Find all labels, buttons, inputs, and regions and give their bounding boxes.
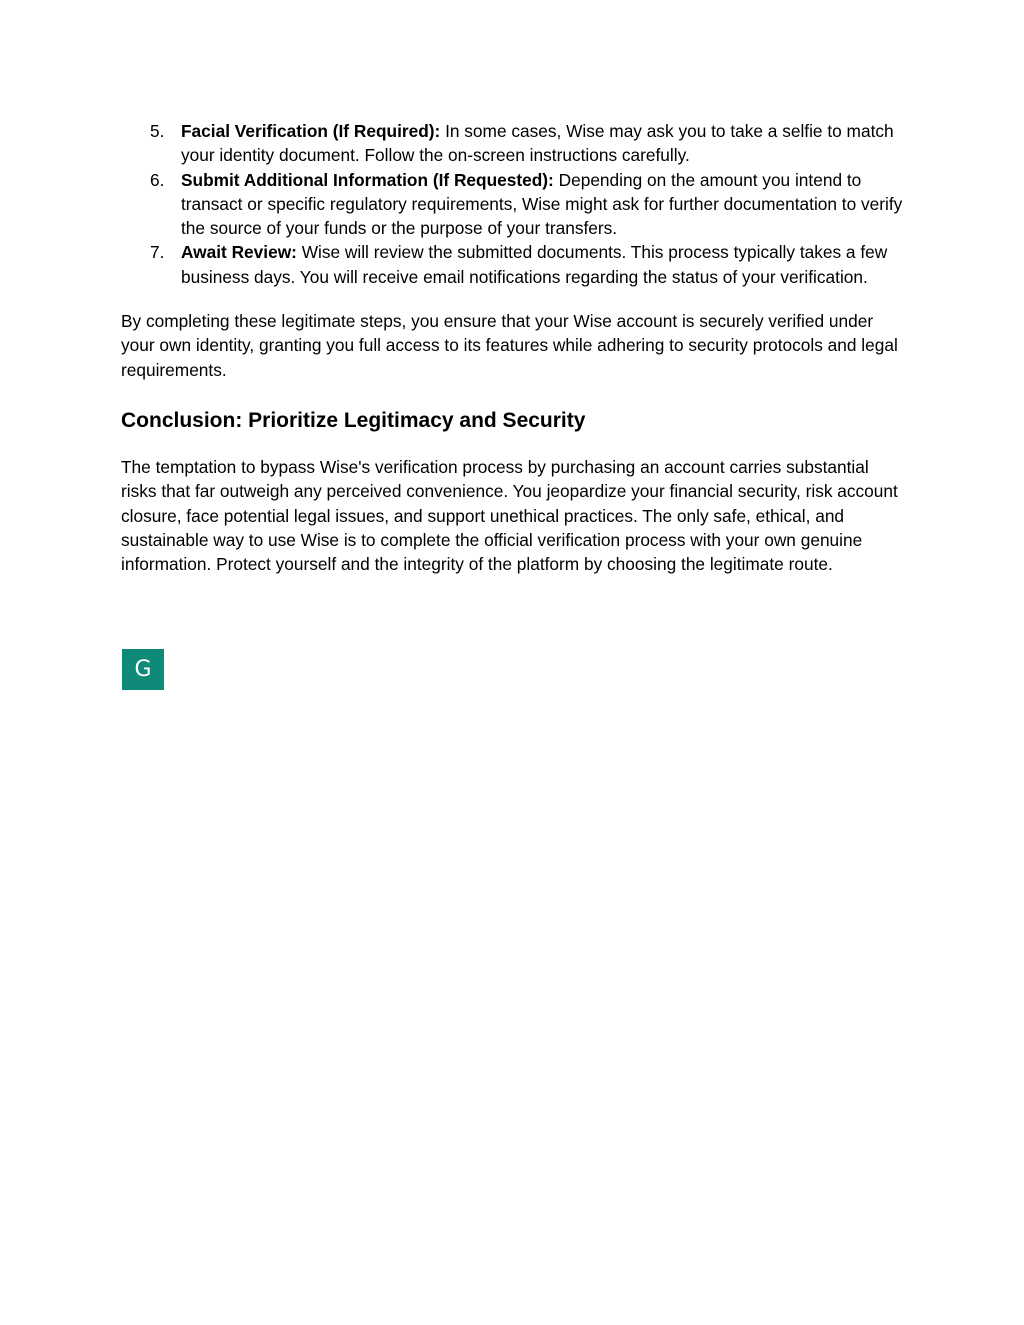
- list-item: [121, 168, 906, 241]
- list-item-text: In some cases, Wise may ask you to take a selfie to match your identity document. Follow the on-screen instructions carefully.: [181, 121, 894, 166]
- list-item: [121, 240, 906, 289]
- document-page: [121, 119, 906, 576]
- list-item-text: Depending on the amount you intend to transact or specific regulatory requirements, Wise might ask for further documentation to verify the source of your funds or the purpose of your transfers.: [181, 169, 903, 239]
- verification-steps-list: [121, 119, 906, 289]
- list-item-title: Submit Additional Information (If Requested):: [181, 169, 554, 190]
- list-item-number: 6.: [150, 169, 165, 190]
- g-logo-letter: G: [134, 657, 152, 682]
- g-logo-badge: [122, 649, 164, 690]
- list-item-title: Facial Verification (If Required):: [181, 121, 441, 141]
- list-item-title: Await Review:: [181, 242, 297, 263]
- section-heading: Conclusion: Prioritize Legitimacy and Security: [121, 408, 586, 432]
- summary-paragraph: By completing these legitimate steps, you ensure that your Wise account is securely verified under your own identity, granting you full access to its features while adhering to security protocols and legal requirements.: [121, 311, 898, 380]
- list-item-text: Wise will review the submitted documents. This process typically takes a few business days. You will receive email notifications regarding the status of your verification.: [181, 242, 888, 287]
- list-item: [121, 119, 906, 168]
- list-item-number: 5.: [150, 121, 165, 141]
- list-item-number: 7.: [150, 242, 165, 263]
- conclusion-paragraph: The temptation to bypass Wise's verification process by purchasing an account carries substantial risks that far outweigh any perceived convenience. You jeopardize your financial security, risk account closure, face potential legal issues, and support unethical practices. The only safe, ethical, and sustainable way to use Wise is to complete the official verification process with your own genuine information. Protect yourself and the integrity of the platform by choosing the legitimate route.: [121, 456, 898, 575]
